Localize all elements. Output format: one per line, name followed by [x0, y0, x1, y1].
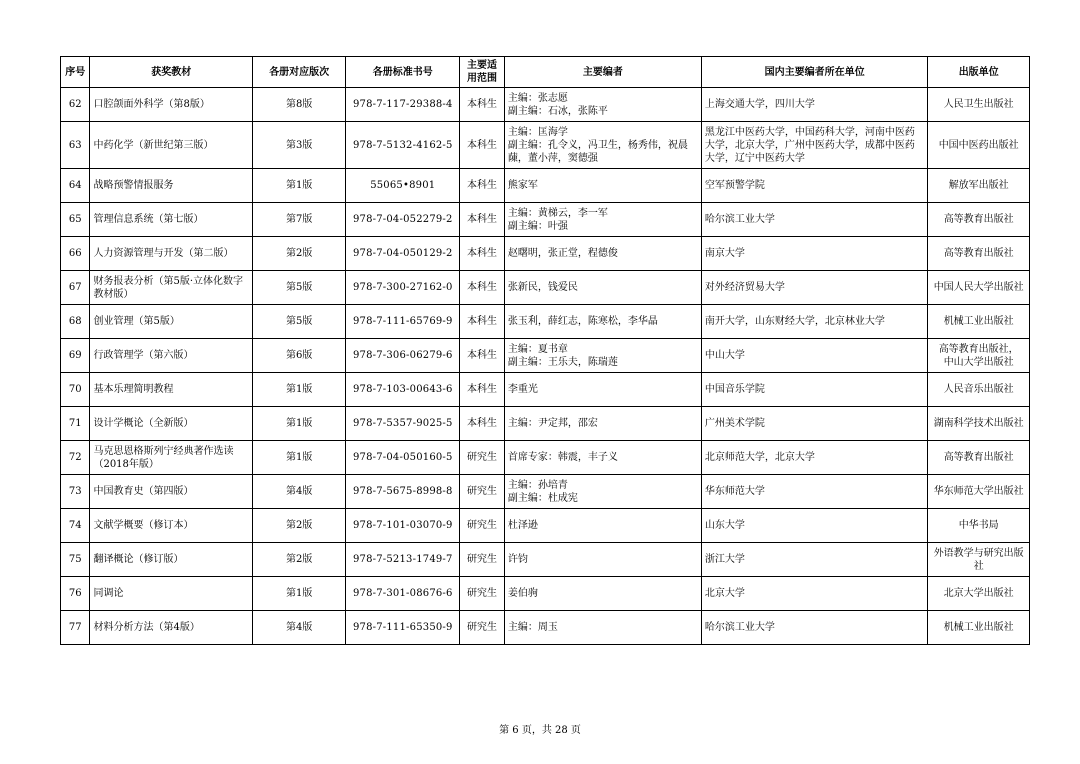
cell-edition: 第4版	[252, 475, 345, 509]
cell-editors: 主编：尹定邦，邵宏	[504, 407, 701, 441]
cell-unit: 广州美术学院	[701, 407, 928, 441]
cell-scope: 本科生	[460, 169, 505, 203]
header-publisher: 出版单位	[928, 57, 1030, 88]
cell-publisher: 解放军出版社	[928, 169, 1030, 203]
cell-title: 口腔颌面外科学（第8版）	[90, 88, 253, 122]
cell-editors: 主编：孙培青 副主编：杜成宪	[504, 475, 701, 509]
cell-isbn: 978-7-301-08676-6	[346, 577, 460, 611]
cell-publisher: 机械工业出版社	[928, 611, 1030, 645]
cell-editors: 姜伯驹	[504, 577, 701, 611]
cell-publisher: 中华书局	[928, 509, 1030, 543]
cell-editors: 主编：张志愿 副主编：石冰，张陈平	[504, 88, 701, 122]
award-table	[60, 56, 1030, 645]
cell-isbn: 55065•8901	[346, 169, 460, 203]
cell-isbn: 978-7-117-29388-4	[346, 88, 460, 122]
table-row	[61, 203, 1030, 237]
cell-publisher: 高等教育出版社	[928, 203, 1030, 237]
cell-title: 设计学概论（全新版）	[90, 407, 253, 441]
cell-scope: 本科生	[460, 88, 505, 122]
cell-title: 材料分析方法（第4版）	[90, 611, 253, 645]
cell-unit: 哈尔滨工业大学	[701, 611, 928, 645]
cell-no: 74	[61, 509, 90, 543]
cell-edition: 第1版	[252, 407, 345, 441]
cell-title: 中国教育史（第四版）	[90, 475, 253, 509]
cell-unit: 北京师范大学，北京大学	[701, 441, 928, 475]
table-row	[61, 122, 1030, 169]
cell-editors: 主编：周玉	[504, 611, 701, 645]
table-row	[61, 611, 1030, 645]
table-row	[61, 441, 1030, 475]
cell-title: 翻译概论（修订版）	[90, 543, 253, 577]
cell-publisher: 中国人民大学出版社	[928, 271, 1030, 305]
cell-publisher: 外语教学与研究出版社	[928, 543, 1030, 577]
cell-publisher: 高等教育出版社， 中山大学出版社	[928, 339, 1030, 373]
table-row	[61, 305, 1030, 339]
cell-editors: 主编：夏书章 副主编：王乐夫，陈瑞莲	[504, 339, 701, 373]
cell-scope: 本科生	[460, 237, 505, 271]
cell-publisher: 机械工业出版社	[928, 305, 1030, 339]
cell-edition: 第1版	[252, 169, 345, 203]
cell-no: 62	[61, 88, 90, 122]
cell-edition: 第3版	[252, 122, 345, 169]
cell-editors: 许钧	[504, 543, 701, 577]
cell-publisher: 人民卫生出版社	[928, 88, 1030, 122]
cell-unit: 中国音乐学院	[701, 373, 928, 407]
cell-publisher: 华东师范大学出版社	[928, 475, 1030, 509]
cell-edition: 第4版	[252, 611, 345, 645]
cell-no: 65	[61, 203, 90, 237]
header-title: 获奖教材	[90, 57, 253, 88]
cell-title: 人力资源管理与开发（第二版）	[90, 237, 253, 271]
cell-isbn: 978-7-101-03070-9	[346, 509, 460, 543]
header-isbn: 各册标准书号	[346, 57, 460, 88]
cell-editors: 赵曙明，张正堂，程德俊	[504, 237, 701, 271]
cell-title: 文献学概要（修订本）	[90, 509, 253, 543]
cell-publisher: 北京大学出版社	[928, 577, 1030, 611]
cell-editors: 首席专家：韩震，丰子义	[504, 441, 701, 475]
cell-title: 战略预警情报服务	[90, 169, 253, 203]
cell-unit: 浙江大学	[701, 543, 928, 577]
cell-scope: 研究生	[460, 509, 505, 543]
cell-edition: 第7版	[252, 203, 345, 237]
cell-no: 75	[61, 543, 90, 577]
header-unit: 国内主要编者所在单位	[701, 57, 928, 88]
header-no: 序号	[61, 57, 90, 88]
cell-scope: 研究生	[460, 611, 505, 645]
cell-scope: 研究生	[460, 475, 505, 509]
cell-no: 68	[61, 305, 90, 339]
table-row	[61, 169, 1030, 203]
cell-unit: 南京大学	[701, 237, 928, 271]
cell-no: 72	[61, 441, 90, 475]
cell-isbn: 978-7-306-06279-6	[346, 339, 460, 373]
table-row	[61, 475, 1030, 509]
cell-publisher: 湖南科学技术出版社	[928, 407, 1030, 441]
cell-publisher: 高等教育出版社	[928, 441, 1030, 475]
cell-scope: 本科生	[460, 407, 505, 441]
table-row	[61, 373, 1030, 407]
cell-no: 71	[61, 407, 90, 441]
cell-publisher: 中国中医药出版社	[928, 122, 1030, 169]
cell-scope: 研究生	[460, 441, 505, 475]
cell-title: 行政管理学（第六版）	[90, 339, 253, 373]
cell-edition: 第8版	[252, 88, 345, 122]
cell-title: 同调论	[90, 577, 253, 611]
cell-unit: 哈尔滨工业大学	[701, 203, 928, 237]
cell-scope: 研究生	[460, 543, 505, 577]
cell-isbn: 978-7-300-27162-0	[346, 271, 460, 305]
table-row	[61, 509, 1030, 543]
cell-unit: 黑龙江中医药大学，中国药科大学，河南中医药大学，北京大学，广州中医药大学，成都中医药大学，辽宁中医药大学	[701, 122, 928, 169]
cell-editors: 主编：黄梯云，李一军 副主编：叶强	[504, 203, 701, 237]
cell-no: 67	[61, 271, 90, 305]
cell-no: 70	[61, 373, 90, 407]
cell-publisher: 高等教育出版社	[928, 237, 1030, 271]
cell-edition: 第2版	[252, 543, 345, 577]
cell-no: 76	[61, 577, 90, 611]
cell-scope: 本科生	[460, 271, 505, 305]
table-row	[61, 339, 1030, 373]
cell-editors: 李重光	[504, 373, 701, 407]
cell-title: 马克思恩格斯列宁经典著作选读（2018年版）	[90, 441, 253, 475]
cell-edition: 第1版	[252, 577, 345, 611]
table-row	[61, 88, 1030, 122]
cell-editors: 主编：匡海学 副主编：孔令义，冯卫生，杨秀伟，祝晨蔯，董小萍，窦德强	[504, 122, 701, 169]
cell-unit: 中山大学	[701, 339, 928, 373]
cell-no: 64	[61, 169, 90, 203]
page-footer: 第 6 页，共 28 页	[499, 725, 581, 736]
table-row	[61, 543, 1030, 577]
cell-isbn: 978-7-04-052279-2	[346, 203, 460, 237]
cell-scope: 本科生	[460, 373, 505, 407]
cell-unit: 对外经济贸易大学	[701, 271, 928, 305]
cell-edition: 第1版	[252, 373, 345, 407]
cell-isbn: 978-7-5675-8998-8	[346, 475, 460, 509]
table-row	[61, 271, 1030, 305]
cell-unit: 华东师范大学	[701, 475, 928, 509]
header-scope: 主要适用范围	[460, 57, 505, 88]
cell-unit: 北京大学	[701, 577, 928, 611]
cell-edition: 第2版	[252, 509, 345, 543]
cell-scope: 本科生	[460, 122, 505, 169]
cell-no: 63	[61, 122, 90, 169]
table-header-row	[61, 57, 1030, 88]
cell-isbn: 978-7-5132-4162-5	[346, 122, 460, 169]
cell-isbn: 978-7-04-050129-2	[346, 237, 460, 271]
cell-no: 77	[61, 611, 90, 645]
cell-edition: 第6版	[252, 339, 345, 373]
cell-scope: 本科生	[460, 305, 505, 339]
cell-no: 73	[61, 475, 90, 509]
cell-title: 基本乐理简明教程	[90, 373, 253, 407]
cell-editors: 张玉利，薛红志，陈寒松，李华晶	[504, 305, 701, 339]
cell-unit: 山东大学	[701, 509, 928, 543]
cell-isbn: 978-7-111-65769-9	[346, 305, 460, 339]
cell-isbn: 978-7-103-00643-6	[346, 373, 460, 407]
cell-publisher: 人民音乐出版社	[928, 373, 1030, 407]
table-row	[61, 237, 1030, 271]
cell-editors: 熊家军	[504, 169, 701, 203]
cell-scope: 本科生	[460, 339, 505, 373]
cell-no: 66	[61, 237, 90, 271]
cell-title: 财务报表分析（第5版·立体化数字教材版）	[90, 271, 253, 305]
cell-edition: 第5版	[252, 305, 345, 339]
cell-isbn: 978-7-5213-1749-7	[346, 543, 460, 577]
cell-isbn: 978-7-04-050160-5	[346, 441, 460, 475]
cell-isbn: 978-7-5357-9025-5	[346, 407, 460, 441]
cell-edition: 第2版	[252, 237, 345, 271]
table-row	[61, 407, 1030, 441]
cell-scope: 研究生	[460, 577, 505, 611]
cell-edition: 第5版	[252, 271, 345, 305]
cell-edition: 第1版	[252, 441, 345, 475]
cell-scope: 本科生	[460, 203, 505, 237]
cell-title: 创业管理（第5版）	[90, 305, 253, 339]
cell-title: 管理信息系统（第七版）	[90, 203, 253, 237]
cell-title: 中药化学（新世纪第三版）	[90, 122, 253, 169]
header-edition: 各册对应版次	[252, 57, 345, 88]
cell-unit: 上海交通大学，四川大学	[701, 88, 928, 122]
cell-editors: 张新民，钱爱民	[504, 271, 701, 305]
header-editors: 主要编者	[504, 57, 701, 88]
table-row	[61, 577, 1030, 611]
cell-isbn: 978-7-111-65350-9	[346, 611, 460, 645]
cell-editors: 杜泽逊	[504, 509, 701, 543]
cell-no: 69	[61, 339, 90, 373]
cell-unit: 空军预警学院	[701, 169, 928, 203]
cell-unit: 南开大学，山东财经大学，北京林业大学	[701, 305, 928, 339]
